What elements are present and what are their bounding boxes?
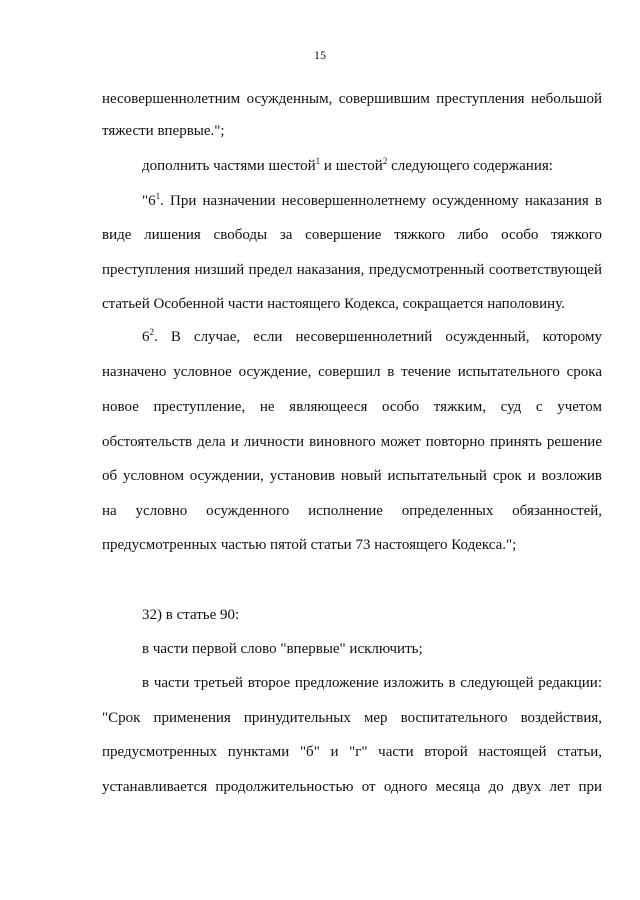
superscript: 1 bbox=[155, 191, 161, 201]
text-line-5: виде лишения свободы за совершение тяжкого либо особо тяжкого bbox=[102, 227, 602, 243]
text-segment: дополнить частями шестой bbox=[142, 158, 316, 174]
text-segment: 6 bbox=[142, 329, 150, 345]
text-line-17: в части третьей второе предложение изложить в следующей редакции: bbox=[142, 675, 602, 691]
text-segment: следующего содержания: bbox=[387, 158, 553, 174]
text-line-6: преступления низший предел наказания, предусмотренный соответствующей bbox=[102, 262, 602, 278]
superscript: 1 bbox=[315, 156, 321, 166]
text-line-20: устанавливается продолжительностью от одного месяца до двух лет при bbox=[102, 779, 602, 795]
text-line-15: 32) в статье 90: bbox=[142, 607, 240, 623]
text-segment: . При назначении несовершеннолетнему осужденному наказания в bbox=[160, 193, 602, 209]
text-line-18: "Срок применения принудительных мер воспитательного воздействия, bbox=[102, 710, 602, 726]
text-line-7: статьей Особенной части настоящего Кодекса, сокращается наполовину. bbox=[102, 296, 565, 312]
text-segment: . В случае, если несовершеннолетний осужденный, которому bbox=[154, 329, 602, 345]
text-line-9: назначено условное осуждение, совершил в течение испытательного срока bbox=[102, 364, 602, 380]
text-line-19: предусмотренных пунктами "б" и "г" части второй настоящей статьи, bbox=[102, 744, 602, 760]
text-line-2: тяжести впервые."; bbox=[102, 123, 225, 139]
text-line-1: несовершеннолетним осужденным, совершившим преступления небольшой bbox=[102, 91, 602, 107]
text-segment: "6 bbox=[142, 193, 156, 209]
text-line-14: предусмотренных частью пятой статьи 73 настоящего Кодекса."; bbox=[102, 537, 517, 553]
text-line-10: новое преступление, не являющееся особо тяжким, суд с учетом bbox=[102, 399, 602, 415]
text-line-3 bbox=[142, 157, 553, 175]
text-line-12: об условном осуждении, установив новый испытательный срок и возложив bbox=[102, 468, 602, 484]
page-number: 15 bbox=[314, 48, 326, 62]
text-line-16: в части первой слово "впервые" исключить; bbox=[142, 641, 423, 657]
superscript: 2 bbox=[149, 327, 154, 337]
superscript: 2 bbox=[382, 156, 388, 166]
text-line-13: на условно осужденного исполнение определенных обязанностей, bbox=[102, 503, 602, 519]
text-line-11: обстоятельств дела и личности виновного может повторно принять решение bbox=[102, 434, 602, 450]
text-line-4 bbox=[142, 192, 602, 210]
text-segment: и шестой bbox=[320, 158, 383, 174]
text-line-8 bbox=[142, 328, 602, 346]
